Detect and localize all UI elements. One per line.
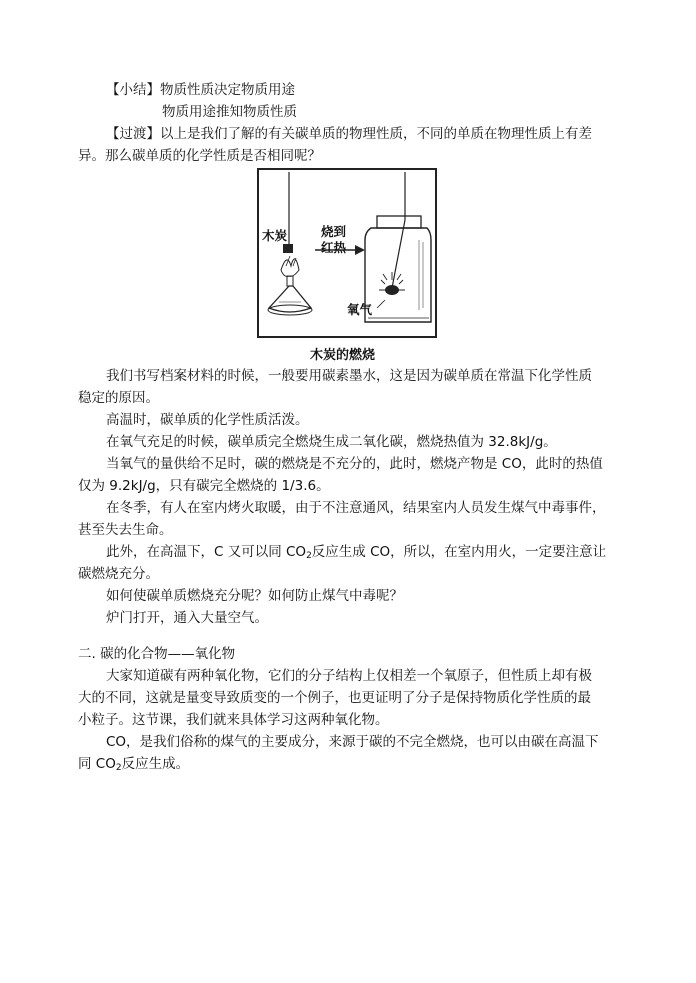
- heat-label-2: 红热: [321, 240, 347, 255]
- paragraph-4-line-2: 仅为 9.2kJ/g，只有碳完全燃烧的 1/3.6。: [78, 478, 330, 494]
- section-2-p2-post: 反应生成。: [121, 756, 190, 772]
- paragraph-6-line-1: [106, 542, 606, 566]
- paragraph-6-text-pre: 此外，在高温下，C 又可以同 CO: [106, 544, 307, 560]
- oxygen-label: 氧气: [347, 302, 373, 317]
- section-2-paragraph-1-line-2: 大的不同，这就是量变导致质变的一个例子，也更证明了分子是保持物质化学性质的最: [78, 690, 591, 706]
- section-2-paragraph-2-line-1: CO，是我们俗称的煤气的主要成分，来源于碳的不完全燃烧，也可以由碳在高温下: [106, 734, 599, 750]
- transition-label: 【过渡】: [106, 126, 160, 142]
- paragraph-6-text-post: 反应生成 CO，所以，在室内用火，一定要注意让: [311, 544, 607, 560]
- section-2-paragraph-2-line-2: [78, 754, 189, 778]
- co2-subscript: 2: [306, 551, 312, 561]
- transition-line-1: [106, 124, 592, 144]
- summary-line-2: 物质用途推知物质性质: [162, 104, 297, 120]
- section-2-heading: 二. 碳的化合物——氧化物: [78, 646, 236, 662]
- paragraph-1-line-1: 我们书写档案材料的时候，一般要用碳素墨水，这是因为碳单质在常温下化学性质: [106, 368, 592, 384]
- paragraph-1-line-2: 稳定的原因。: [78, 390, 159, 406]
- paragraph-3: 在氧气充足的时候，碳单质完全燃烧生成二氧化碳，燃烧热值为 32.8kJ/g。: [106, 434, 557, 450]
- charcoal-combustion-figure: [257, 168, 437, 338]
- figure-caption: 木炭的燃烧: [310, 348, 376, 363]
- paragraph-2: 高温时，碳单质的化学性质活泼。: [106, 412, 309, 428]
- charcoal-label: 木炭: [262, 228, 288, 243]
- summary-label: 【小结】: [106, 82, 160, 98]
- paragraph-7: 如何使碳单质燃烧充分呢？如何防止煤气中毒呢？: [106, 588, 403, 604]
- summary-text-1: 物质性质决定物质用途: [160, 82, 295, 98]
- section-2-paragraph-1-line-3: 小粒子。这节课，我们就来具体学习这两种氧化物。: [78, 712, 389, 728]
- summary-line-1: [106, 80, 295, 100]
- paragraph-4-line-1: 当氧气的量供给不足时，碳的燃烧是不充分的，此时，燃烧产物是 CO，此时的热值: [106, 456, 603, 472]
- paragraph-5-line-1: 在冬季，有人在室内烤火取暖，由于不注意通风，结果室内人员发生煤气中毒事件，: [106, 500, 606, 516]
- paragraph-6-line-2: 碳燃烧充分。: [78, 566, 159, 582]
- paragraph-8: 炉门打开，通入大量空气。: [106, 610, 268, 626]
- section-2-paragraph-1-line-1: 大家知道碳有两种氧化物，它们的分子结构上仅相差一个氧原子，但性质上却有极: [106, 668, 592, 684]
- heat-label-1: 烧到: [321, 224, 347, 239]
- transition-line-2: 异。那么碳单质的化学性质是否相同呢？: [78, 148, 321, 164]
- paragraph-5-line-2: 甚至失去生命。: [78, 522, 173, 538]
- section-2-p2-pre: 同 CO: [78, 756, 116, 772]
- transition-text-1: 以上是我们了解的有关碳单质的物理性质，不同的单质在物理性质上有差: [160, 126, 592, 142]
- co2-subscript-2: 2: [115, 763, 122, 773]
